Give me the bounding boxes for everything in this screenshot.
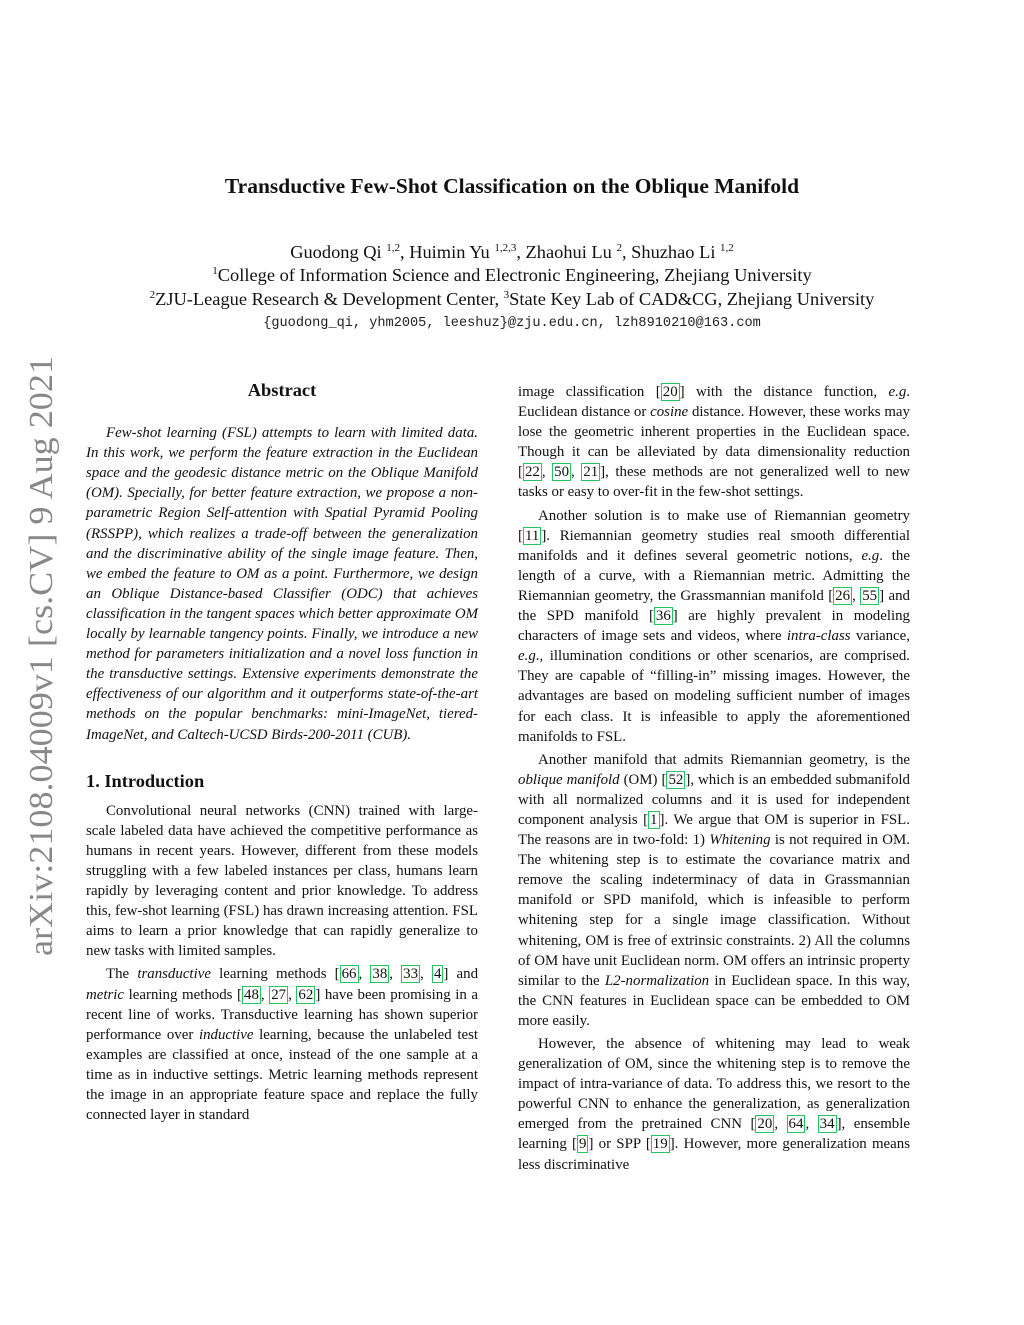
affiliation-2: $^2$ZJU-League Research & Development Center, $^3$State Key Lab of CAD&CG, Zhejiang University	[149, 289, 875, 309]
citation-link[interactable]: 1	[650, 811, 658, 828]
paper-title: Transductive Few-Shot Classification on the Oblique Manifold	[224, 174, 800, 198]
right-paragraph-3: Another manifold that admits Riemannian geometry, is the oblique manifold (OM) [ 52 ], which is an embedded submanifold with all normalized columns and it is used for independent component analysis [ 1 ]. We argue that OM is superior in FSL. The reasons are in two-fold: 1) Whitening is not required in OM. The whitening step is to estimate the covariance matrix and remove the scaling indeterminacy of data in Grassmannian manifold or SPD manifold, which is infeasible to perform whitening step for a single image classification. Without whitening, OM is free of extrinsic constraints. 2) All the columns of OM have unit Euclidean norm. OM offers an intrinsic property similar to the L2-normalization in Euclidean space. In this way, the CNN features in Euclidean space can be embedded to OM more easily.	[518, 751, 910, 1029]
intro-paragraph-1: Convolutional neural networks (CNN) trained with large-scale labeled data have achieved the competitive performance as humans in recent years. However, different from these models struggling with a few labeled instances per class, humans learn rapidly by leveraging content and prior knowledge. To address this, few-shot learning (FSL) has drawn increasing attention. FSL aims to learn a prior knowledge that can rapidly generalize to new tasks with limited samples.	[86, 802, 478, 960]
citation-link[interactable]: 22	[524, 464, 540, 481]
arxiv-stamp-text: arXiv:2108.04009v1 [cs.CV] 9 Aug 2021	[23, 391, 60, 956]
abstract-text: Few-shot learning (FSL) attempts to learn with limited data. In this work, we perform the feature extraction in the Euclidean space and the geodesic distance metric on the Oblique Manifold (OM). Specially, for better feature extraction, we propose a non-parametric Region Self-attention with Spatial Pyramid Pooling (RSSPP), which realizes a trade-off between the generalization and the discriminative ability of the single image feature. Then, we embed the feature to OM as a point. Furthermore, we design an Oblique Distance-based Classifier (ODC) that achieves classification in the tangent spaces which better approximate OM locally by learnable tangency points. Finally, we introduce a new method for parameters initialization and a novel loss function in the transductive settings. Extensive experiments demonstrate the effectiveness of our algorithm and it outperforms state-of-the-art methods on the popular benchmarks: mini-ImageNet, tiered-ImageNet, and Caltech-UCSD Birds-200-2011 (CUB).	[86, 425, 478, 743]
right-paragraph-1: image classification [ 20 ] with the distance function, e.g. Euclidean distance or cosine distance. However, these works may lose the geometric inherent properties in the Euclidean space. Though it can be alleviated by data dimensionality reduction [ 22 , 50 , 21 ], these methods are not generalized well to new tasks or easy to over-fit in the few-shot settings.	[518, 384, 910, 501]
affiliation-1: $^1$College of Information Science and Electronic Engineering, Zhejiang University	[212, 265, 812, 285]
citation-link[interactable]: 50	[554, 464, 570, 481]
citation-link[interactable]: 4	[433, 966, 442, 983]
author-list: Guodong Qi $^{1,2}$, Huimin Yu $^{1,2,3}$, Zhaohui Lu $^2$, Shuzhao Li $^{1,2}$	[290, 242, 734, 262]
citation-link[interactable]: 21	[583, 464, 599, 481]
citation-link[interactable]: 38	[372, 966, 388, 983]
right-column	[518, 382, 910, 1175]
citation-link[interactable]: 19	[652, 1136, 668, 1153]
intro-paragraph-2: The transductive learning methods [ 66 , 38 , 33 , 4 ] and metric learning methods [ 48 , 27 , 62 ] have been promising in a recent line of works. Transductive learning has shown superior performance over inductive learning, because the unlabeled test examples are classified at once, instead of the one sample at a time as in inductive settings. Metric learning methods represent the image in an appropriate feature space and replace the fully connected layer in standard	[86, 966, 479, 1124]
citation-link[interactable]: 34	[819, 1116, 835, 1133]
citation-link[interactable]: 52	[668, 771, 684, 788]
left-column	[86, 380, 478, 1125]
citation-link[interactable]: 11	[524, 527, 540, 544]
citation-link[interactable]: 33	[403, 966, 419, 983]
author-emails: {guodong_qi, yhm2005, leeshuz}@zju.edu.cn, lzh8910210@163.com	[263, 316, 761, 331]
citation-link[interactable]: 64	[788, 1116, 804, 1133]
citation-link[interactable]: 36	[655, 608, 671, 625]
citation-link[interactable]: 55	[862, 587, 878, 604]
citation-link[interactable]: 27	[271, 986, 287, 1003]
citation-link[interactable]: 48	[244, 986, 259, 1003]
citation-link[interactable]: 20	[662, 384, 678, 400]
citation-link[interactable]: 62	[298, 986, 314, 1003]
arxiv-stamp	[14, 352, 64, 960]
right-paragraph-4: However, the absence of whitening may lead to weak generalization of OM, since the whitening step is to remove the impact of intra-variance of data. To address this, we resort to the powerful CNN to enhance the generalization, as generalization emerged from the pretrained CNN [ 20 , 64 , 34 ], ensemble learning [ 9 ] or SPP [ 19 ]. However, more generalization means less discriminative	[518, 1036, 911, 1173]
section-heading-introduction: 1. Introduction	[86, 770, 205, 791]
abstract-heading: Abstract	[247, 380, 317, 400]
right-paragraph-2: Another solution is to make use of Riemannian geometry [ 11 ]. Riemannian geometry studies real smooth differential manifolds and it defines several geometric notions, e.g. the length of a curve, with a Riemannian metric. Admitting the Riemannian geometry, the Grassmannian manifold [ 26 , 55 ] and the SPD manifold [ 36 ] are highly prevalent in modeling characters of image sets and videos, where intra-class variance, e.g., illumination conditions or other scenarios, are comprised. They are capable of “filling-in” missing images. However, the advantages are based on modeling sufficient number of images for each class. It is infeasible to apply the aforementioned manifolds to FSL.	[518, 507, 910, 745]
citation-link[interactable]: 20	[757, 1116, 773, 1133]
citation-link[interactable]: 66	[341, 966, 357, 983]
citation-link[interactable]: 9	[579, 1136, 587, 1153]
citation-link[interactable]: 26	[835, 587, 851, 604]
